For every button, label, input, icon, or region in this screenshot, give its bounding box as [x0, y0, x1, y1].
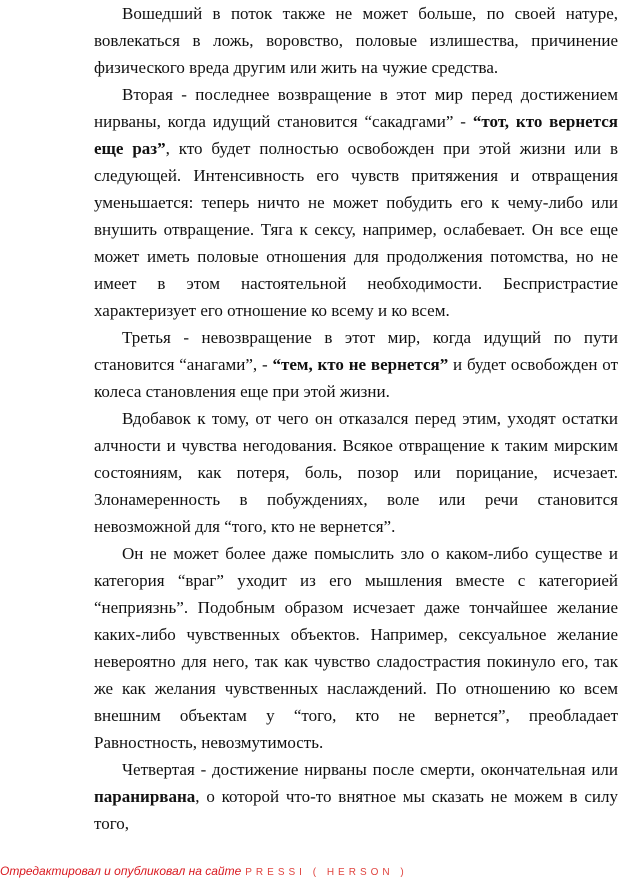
footer	[0, 864, 620, 880]
text-run: Вдобавок к тому, от чего он отказался перед этим, уходят остатки алчности и чувства негодования. Всякое отвращение к таким мирским состояниям, как потеря, боль, позор или порицание, исчезает. Злонамеренность в побуждениях, воле или речи становится невозможной для “того, кто не вернется”.	[94, 409, 618, 536]
text-run: Вошедший в поток также не может больше, по своей натуре, вовлекаться в ложь, воровство, половые излишества, причинение физического вреда другим или жить на чужие средства.	[94, 4, 618, 77]
paragraph	[94, 324, 618, 405]
text-run: Он не может более даже помыслить зло о каком-либо существе и категория “враг” уходит из его мышления вместе с категорией “неприязнь”. Подобным образом исчезает даже тончайшее желание каких-либо чувственных объектов. Например, сексуальное желание невероятно для него, так как чувство сладострастия покинуло его, так же как желания чувственных наслаждений. По отношению ко всем внешним объектам у “того, кто не вернется”, преобладает Равностность, невозмутимость.	[94, 544, 618, 752]
paragraph	[94, 81, 618, 324]
text-run: и будет освобожден от колеса становления еще при этой жизни.	[94, 355, 618, 401]
paragraph	[94, 405, 618, 540]
text-run: , кто будет полностью освобожден при этой жизни или в следующей. Интенсивность его чувств притяжения и отвращения уменьшается: теперь ничто не может побудить его к чему-либо или внушить отвращение. Тяга к сексу, например, ослабевает. Он все еще может иметь половые отношения для продолжения потомства, но не имеет в этом настоятельной необходимости. Беспристрастие характеризует его отношение ко всему и ко всем.	[94, 139, 619, 320]
footer-brand: PRESSI ( HERSON )	[245, 867, 408, 878]
text-run: , о которой что-то внятное мы сказать не можем в силу того,	[94, 787, 618, 833]
bold-phrase: “тем, кто не вернется”	[272, 355, 449, 374]
bold-phrase: паранирвана	[94, 787, 196, 806]
bold-phrase: “тот, кто вернется еще раз”	[94, 112, 619, 158]
text-run: Четвертая - достижение нирваны после смерти, окончательная или	[122, 760, 618, 779]
paragraph	[94, 756, 618, 837]
paragraph	[94, 540, 618, 756]
footer-text: Отредактировал и опубликовал на сайте	[0, 864, 242, 878]
text-run: Вторая - последнее возвращение в этот мир перед достижением нирваны, когда идущий становится “сакадгами” -	[94, 85, 618, 131]
text-run: Третья - невозвращение в этот мир, когда идущий по пути становится “анагами”, -	[94, 328, 618, 374]
body-text	[94, 0, 618, 837]
paragraph	[94, 0, 618, 81]
